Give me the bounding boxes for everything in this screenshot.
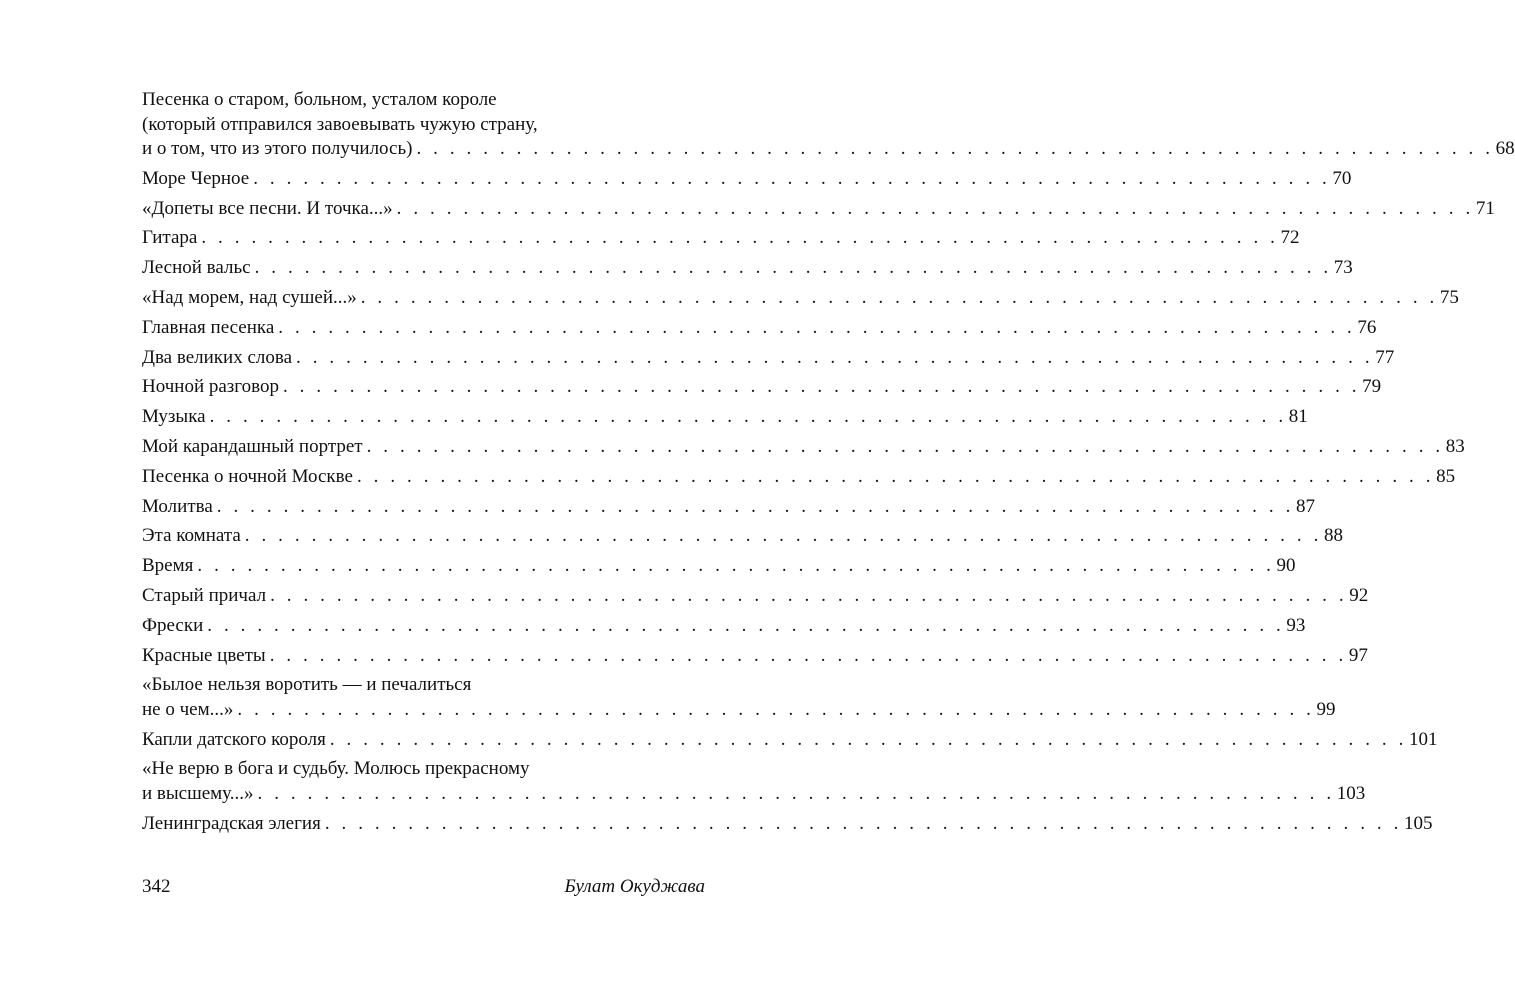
toc-entry [142, 256, 1353, 281]
toc-entry-title: Ленинградская элегия [142, 812, 321, 834]
toc-entry-title-line: «Былое нельзя воротить — и печалиться [142, 674, 472, 696]
toc-entry-page-number: 81 [1288, 406, 1308, 428]
dot-leader: . . . . . . . . . . . . . . . . . . . . . . . . . . . . . . . . . . . . . . . . . . . . . . . . . . . . . . . . . . . . . . . . . [366, 435, 1444, 457]
toc-entry [142, 88, 1515, 162]
toc-entry [142, 286, 1459, 311]
page-footer [142, 876, 705, 898]
toc-entry-page-number: 75 [1439, 286, 1459, 308]
toc-entry-page-number: 101 [1408, 728, 1438, 750]
dot-leader: . . . . . . . . . . . . . . . . . . . . . . . . . . . . . . . . . . . . . . . . . . . . . . . . . . . . . . . . . . . . . . . . . [282, 376, 1361, 398]
toc-entry-title: Старый причал [142, 584, 267, 606]
toc-entry-line [142, 584, 1369, 609]
toc-entry [142, 584, 1369, 609]
toc-entry-line [142, 728, 1438, 753]
toc-entry-page-number: 83 [1445, 435, 1465, 457]
dot-leader: . . . . . . . . . . . . . . . . . . . . . . . . . . . . . . . . . . . . . . . . . . . . . . . . . . . . . . . . . . . . . . . . . [356, 465, 1435, 487]
toc-entry [142, 524, 1343, 549]
toc-entry-line [142, 167, 1352, 192]
toc-entry-page-number: 105 [1403, 812, 1433, 834]
toc-entry [142, 554, 1296, 579]
toc-entry-title: «Над морем, над сушей...» [142, 286, 357, 308]
toc-entry-page-number: 87 [1295, 495, 1315, 517]
toc-entry-page-number: 79 [1362, 376, 1382, 398]
toc-entry [142, 465, 1456, 490]
toc-entry [142, 495, 1315, 520]
toc-entry-page-number: 71 [1475, 197, 1495, 219]
toc-entry-line [142, 554, 1296, 579]
toc-entry-page-number: 72 [1280, 227, 1300, 249]
dot-leader: . . . . . . . . . . . . . . . . . . . . . . . . . . . . . . . . . . . . . . . . . . . . . . . . . . . . . . . . . . . . . . . . . [329, 728, 1407, 750]
toc-entry-page-number: 70 [1332, 167, 1352, 189]
dot-leader: . . . . . . . . . . . . . . . . . . . . . . . . . . . . . . . . . . . . . . . . . . . . . . . . . . . . . . . . . . . . . . . . . [269, 644, 1347, 666]
dot-leader: . . . . . . . . . . . . . . . . . . . . . . . . . . . . . . . . . . . . . . . . . . . . . . . . . . . . . . . . . . . . . . . . . [296, 346, 1374, 368]
toc-entry-line [142, 812, 1433, 837]
toc-entry-line [142, 644, 1368, 669]
toc-entry-title: Два великих слова [142, 346, 293, 368]
toc-entry-page-number: 88 [1323, 525, 1343, 547]
dot-leader: . . . . . . . . . . . . . . . . . . . . . . . . . . . . . . . . . . . . . . . . . . . . . . . . . . . . . . . . . . . . . . . . . [244, 525, 1322, 547]
toc-entry [142, 757, 1366, 806]
toc-entry-line [142, 435, 1465, 460]
dot-leader: . . . . . . . . . . . . . . . . . . . . . . . . . . . . . . . . . . . . . . . . . . . . . . . . . . . . . . . . . . . . . . . . . [201, 227, 1279, 249]
toc-entry [142, 226, 1300, 251]
toc-entry-title-line: Песенка о старом, больном, усталом короле [142, 89, 497, 110]
toc-entry [142, 644, 1368, 669]
toc-entry [142, 375, 1382, 400]
dot-leader: . . . . . . . . . . . . . . . . . . . . . . . . . . . . . . . . . . . . . . . . . . . . . . . . . . . . . . . . . . . . . . . . . [324, 812, 1402, 834]
page-number: 342 [142, 876, 171, 897]
toc-entry-title: Ночной разговор [142, 376, 279, 398]
toc-entry-line [142, 197, 1495, 222]
dot-leader: . . . . . . . . . . . . . . . . . . . . . . . . . . . . . . . . . . . . . . . . . . . . . . . . . . . . . . . . . . . . . . . . . [257, 782, 1335, 804]
toc-entry-line [142, 226, 1300, 251]
toc-entry-line [142, 346, 1395, 371]
toc-entry-page-number: 92 [1349, 584, 1369, 606]
toc-entry [142, 812, 1433, 837]
toc-entry [142, 405, 1308, 430]
toc-entry-title: и высшему...» [142, 782, 254, 804]
toc-entry [142, 435, 1465, 460]
toc-entry-title: Красные цветы [142, 644, 266, 666]
toc-entry-title: Гитара [142, 227, 198, 249]
toc-entry-line [142, 256, 1353, 281]
toc-entry-line [142, 316, 1377, 341]
toc-entry-title: Музыка [142, 406, 206, 428]
dot-leader: . . . . . . . . . . . . . . . . . . . . . . . . . . . . . . . . . . . . . . . . . . . . . . . . . . . . . . . . . . . . . . . . . [237, 698, 1315, 720]
toc-entry [142, 728, 1438, 753]
toc-entry-line [142, 614, 1306, 639]
dot-leader: . . . . . . . . . . . . . . . . . . . . . . . . . . . . . . . . . . . . . . . . . . . . . . . . . . . . . . . . . . . . . . . . . [270, 584, 1348, 606]
toc-entry-title: Время [142, 555, 194, 577]
toc-entry [142, 316, 1377, 341]
dot-leader: . . . . . . . . . . . . . . . . . . . . . . . . . . . . . . . . . . . . . . . . . . . . . . . . . . . . . . . . . . . . . . . . . [209, 406, 1287, 428]
toc-entry-title: Фрески [142, 614, 204, 636]
toc-entry-title: Капли датского короля [142, 728, 326, 750]
toc-entry-title: не о чем...» [142, 698, 234, 720]
toc-entry [142, 614, 1306, 639]
dot-leader: . . . . . . . . . . . . . . . . . . . . . . . . . . . . . . . . . . . . . . . . . . . . . . . . . . . . . . . . . . . . . . . . . [254, 257, 1332, 279]
toc-entry-page-number: 68 [1495, 138, 1515, 159]
toc-entry-page-number: 77 [1375, 346, 1395, 368]
toc-entry [142, 673, 1336, 722]
toc-entry-title-line: (который отправился завоевывать чужую страну, [142, 113, 538, 135]
toc-entry-line [142, 524, 1343, 549]
toc-entry-line [142, 782, 1366, 807]
toc-entry-line [142, 465, 1456, 490]
dot-leader: . . . . . . . . . . . . . . . . . . . . . . . . . . . . . . . . . . . . . . . . . . . . . . . . . . . . . . . . . . . . . . . . . [197, 555, 1275, 577]
toc-entry-line [142, 698, 1336, 723]
toc-entry-title: Эта комната [142, 525, 241, 547]
toc-entry-page-number: 103 [1336, 782, 1366, 804]
dot-leader: . . . . . . . . . . . . . . . . . . . . . . . . . . . . . . . . . . . . . . . . . . . . . . . . . . . . . . . . . . . . . . . . . [416, 138, 1494, 159]
toc-entry-line [142, 286, 1459, 311]
toc-entry-page-number: 97 [1348, 644, 1368, 666]
toc-entry [142, 167, 1352, 192]
toc-entry-page-number: 73 [1333, 257, 1353, 279]
toc-entry-page-number: 90 [1276, 555, 1296, 577]
toc-entry-title: «Допеты все песни. И точка...» [142, 197, 393, 219]
toc-entry-title-line: «Не верю в бога и судьбу. Молюсь прекрасному [142, 758, 530, 780]
toc-entry-line [142, 495, 1315, 520]
toc-entry-line [142, 137, 1515, 162]
toc-entry-page-number: 99 [1316, 698, 1336, 720]
dot-leader: . . . . . . . . . . . . . . . . . . . . . . . . . . . . . . . . . . . . . . . . . . . . . . . . . . . . . . . . . . . . . . . . . [253, 167, 1331, 189]
toc-entry-title: и о том, что из этого получилось) [142, 138, 413, 159]
toc-entry [142, 346, 1395, 371]
toc-entry-title: Молитва [142, 495, 213, 517]
toc-entry-title: Мой карандашный портрет [142, 435, 363, 457]
dot-leader: . . . . . . . . . . . . . . . . . . . . . . . . . . . . . . . . . . . . . . . . . . . . . . . . . . . . . . . . . . . . . . . . . [278, 316, 1356, 338]
toc-entry [142, 197, 1495, 222]
table-of-contents [142, 88, 1515, 842]
toc-entry-page-number: 85 [1436, 465, 1456, 487]
toc-entry-page-number: 93 [1286, 614, 1306, 636]
toc-entry-line [142, 405, 1308, 430]
toc-entry-title: Море Черное [142, 167, 250, 189]
author-name: Булат Окуджава [564, 876, 705, 897]
dot-leader: . . . . . . . . . . . . . . . . . . . . . . . . . . . . . . . . . . . . . . . . . . . . . . . . . . . . . . . . . . . . . . . . . [216, 495, 1294, 517]
toc-entry-title: Лесной вальс [142, 257, 251, 279]
dot-leader: . . . . . . . . . . . . . . . . . . . . . . . . . . . . . . . . . . . . . . . . . . . . . . . . . . . . . . . . . . . . . . . . . [207, 614, 1285, 636]
toc-entry-page-number: 76 [1357, 316, 1377, 338]
toc-entry-title: Главная песенка [142, 316, 275, 338]
toc-entry-title: Песенка о ночной Москве [142, 465, 353, 487]
dot-leader: . . . . . . . . . . . . . . . . . . . . . . . . . . . . . . . . . . . . . . . . . . . . . . . . . . . . . . . . . . . . . . . . . [360, 286, 1438, 308]
dot-leader: . . . . . . . . . . . . . . . . . . . . . . . . . . . . . . . . . . . . . . . . . . . . . . . . . . . . . . . . . . . . . . . . . [396, 197, 1474, 219]
toc-entry-line [142, 375, 1382, 400]
